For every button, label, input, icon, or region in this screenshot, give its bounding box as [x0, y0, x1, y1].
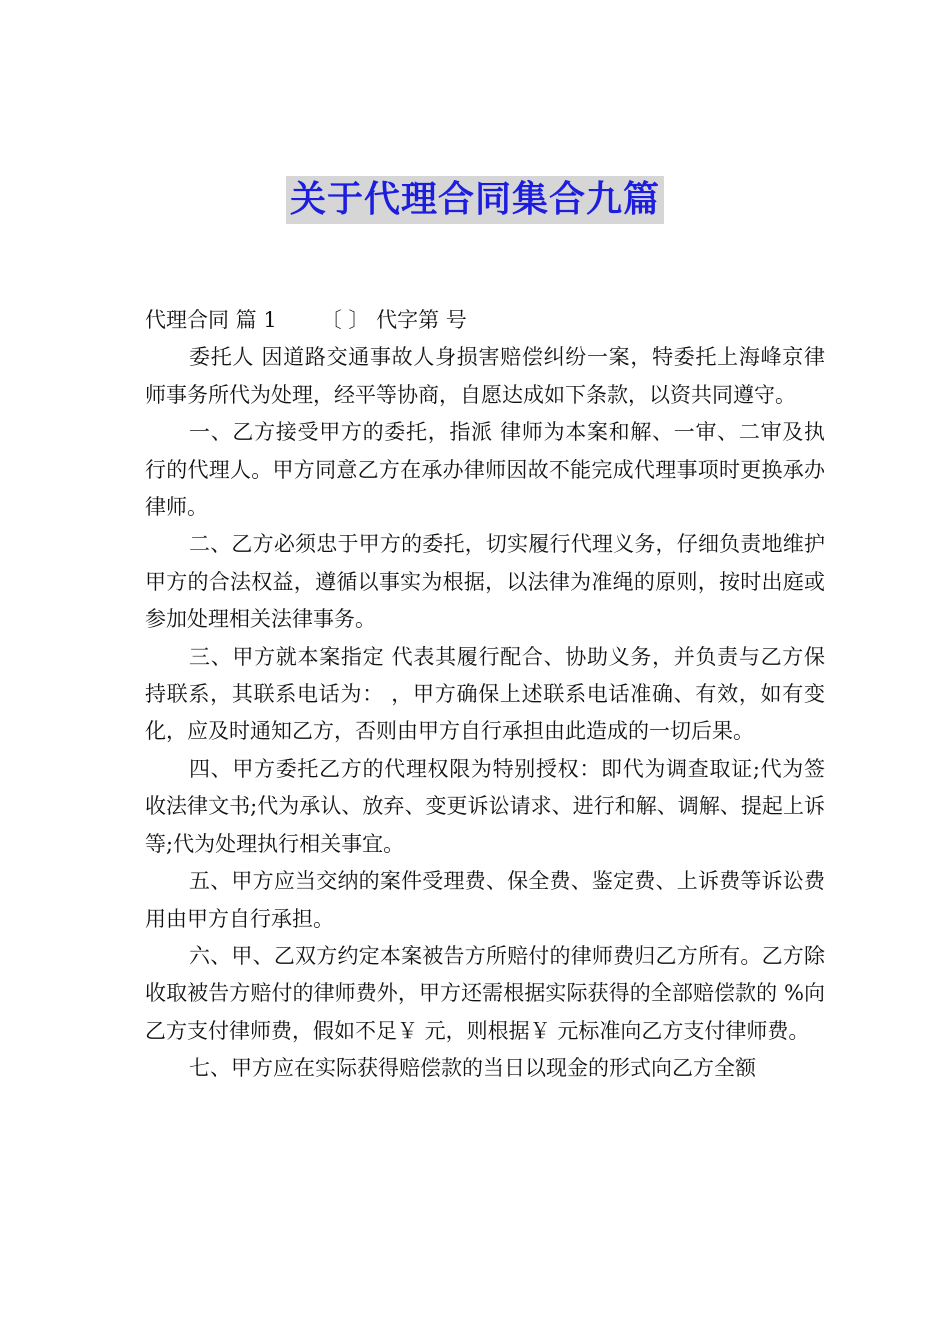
paragraph-clause-2: 二、乙方必须忠于甲方的委托，切实履行代理义务，仔细负责地维护甲方的合法权益，遵循以事实为根据，以法律为准绳的原则，按时出庭或参加处理相关法律事务。 [145, 532, 825, 632]
paragraph-clause-6: 六、甲、乙双方约定本案被告方所赔付的律师费归乙方所有。乙方除收取被告方赔付的律师费外，甲方还需根据实际获得的全部赔偿款的 %向乙方支付律师费，假如不足￥ 元，则根据￥ 元标准向乙方支付律师费。 [145, 943, 825, 1043]
paragraph-preamble: 委托人 因道路交通事故人身损害赔偿纠纷一案，特委托上海峰京律师事务所代为处理，经平等协商，自愿达成如下条款，以资共同遵守。 [145, 345, 825, 407]
document-title: 关于代理合同集合九篇 [286, 176, 664, 224]
paragraph-clause-5: 五、甲方应当交纳的案件受理费、保全费、鉴定费、上诉费等诉讼费用由甲方自行承担。 [145, 869, 825, 931]
paragraph-clause-1: 一、乙方接受甲方的委托，指派 律师为本案和解、一审、二审及执行的代理人。甲方同意乙方在承办律师因故不能完成代理事项时更换承办律师。 [145, 420, 825, 520]
paragraph-clause-4: 四、甲方委托乙方的代理权限为特别授权：即代为调查取证;代为签收法律文书;代为承认、放弃、变更诉讼请求、进行和解、调解、提起上诉等;代为处理执行相关事宜。 [145, 756, 825, 856]
contract-header [145, 302, 825, 339]
contract-code: 〔 〕 代字第 号 [320, 308, 467, 332]
title-container [0, 176, 950, 224]
contract-number-label: 代理合同 篇 1 [145, 308, 277, 332]
paragraph-clause-3: 三、甲方就本案指定 代表其履行配合、协助义务，并负责与乙方保持联系，其联系电话为： ，甲方确保上述联系电话准确、有效，如有变化，应及时通知乙方，否则由甲方自行承担由此造成的一切后果。 [145, 644, 825, 744]
paragraph-clause-7: 七、甲方应在实际获得赔偿款的当日以现金的形式向乙方全额 [189, 1056, 756, 1081]
document-body [145, 302, 825, 1088]
